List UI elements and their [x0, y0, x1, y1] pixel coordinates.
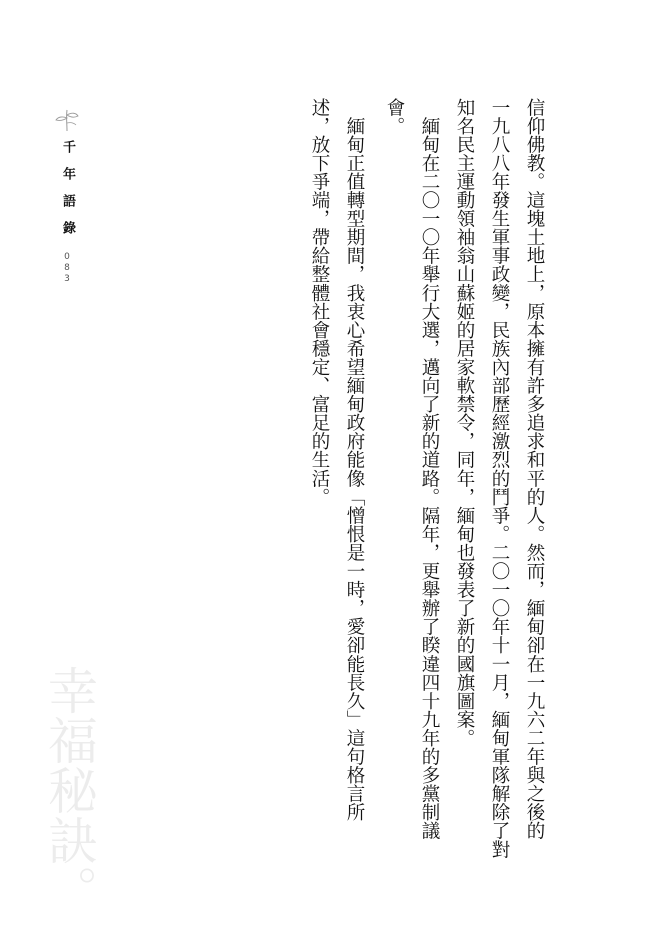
- watermark-text: 幸福秘訣。: [40, 665, 98, 915]
- leaf-ornament-icon: [54, 108, 80, 132]
- text-column-7: 述，放下爭端，帶給整體社會穩定、富足的生活。: [309, 98, 330, 507]
- text-column-5: 會。: [384, 98, 405, 136]
- side-header: [54, 108, 80, 285]
- text-column-3: 知名民主運動領袖翁山蘇姬的居家軟禁令，同年，緬甸也發表了新的國旗圖案。: [454, 98, 475, 748]
- book-title: 千年語錄: [60, 140, 75, 248]
- text-column-6: 緬甸正值轉型期間，我衷心希望緬甸政府能像「憎恨是一時，愛卻能長久」這句格言所: [344, 98, 365, 822]
- text-column-4: 緬甸在二〇一〇年舉行大選，邁向了新的道路。隔年，更舉辦了睽違四十九年的多黨制議: [419, 98, 440, 840]
- text-column-2: 一九八八年發生軍事政變，民族內部歷經激烈的鬥爭。二〇一〇年十一月，緬甸軍隊解除了對: [489, 98, 510, 859]
- page-number: 083: [62, 252, 72, 285]
- text-column-1: 信仰佛教。這塊土地上，原本擁有許多追求和平的人。然而，緬甸卻在一九六二年與之後的: [524, 98, 545, 840]
